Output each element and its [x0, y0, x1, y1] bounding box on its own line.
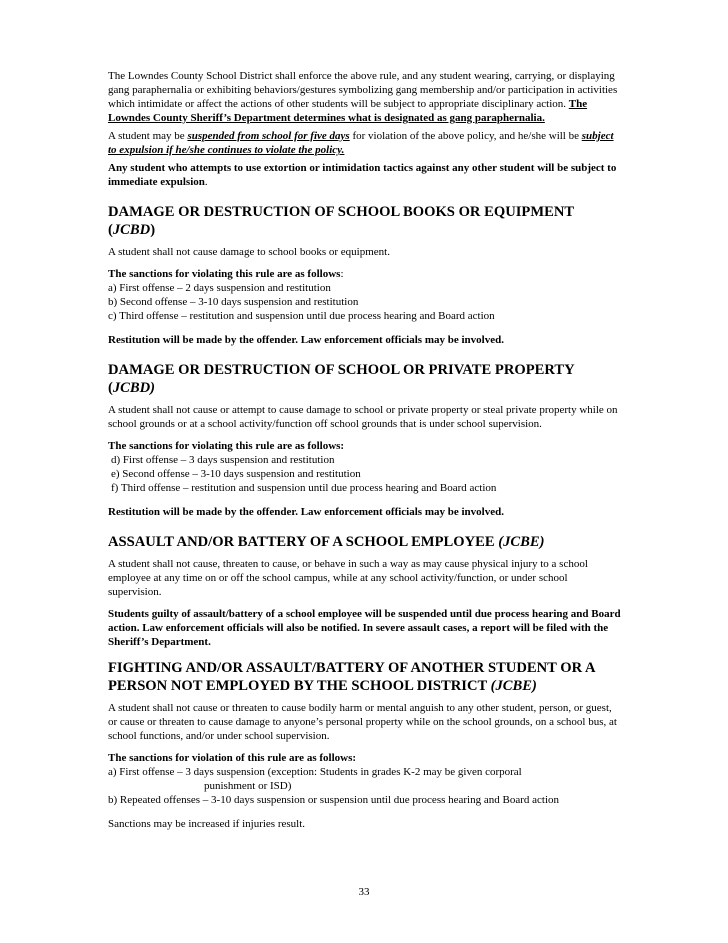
policy-code: JCBD	[112, 222, 151, 238]
sanctions-label-books	[108, 267, 623, 281]
policy-code: (JCBE)	[490, 678, 537, 694]
rule-text-books: A student shall not cause damage to school books or equipment.	[108, 246, 390, 258]
page-number: 33	[358, 886, 370, 898]
offense-list-books	[108, 281, 623, 323]
sanctions-label-text: The sanctions for violating this rule are as follows:	[108, 440, 345, 452]
sheriff-determination-text: The Lowndes County Sheriff’s Department determines what is designated as gang paraphernalia.	[108, 98, 588, 124]
section-heading-employee-assault	[108, 533, 623, 551]
sanctions-label-fighting	[108, 751, 623, 765]
rule-text-employee-assault: A student shall not cause, threaten to cause, or behave in such a way as may cause physical injury to a school employee at any time on or off the school campus, while at any school activity/function, or under school supervision.	[108, 558, 588, 598]
policy-code: (JCBE)	[498, 534, 545, 550]
restitution-text: Restitution will be made by the offender. Law enforcement officials may be involved.	[108, 506, 504, 518]
extortion-paragraph	[108, 161, 623, 189]
list-item: e) Second offense – 3-10 days suspension and restitution	[111, 468, 361, 480]
list-item: b) Second offense – 3-10 days suspension and restitution	[108, 296, 359, 308]
restitution-text: Restitution will be made by the offender. Law enforcement officials may be involved.	[108, 334, 504, 346]
list-item: f) Third offense – restitution and suspension until due process hearing and Board action	[111, 482, 497, 494]
sanctions-label-property	[108, 439, 623, 453]
extortion-period: .	[204, 176, 208, 188]
restitution-note-property	[108, 505, 623, 519]
heading-text: ASSAULT AND/OR BATTERY OF A SCHOOL EMPLOYEE	[108, 534, 499, 550]
suspension-paragraph	[108, 129, 623, 157]
rule-text-fighting: A student shall not cause or threaten to cause bodily harm or mental anguish to any other student, person, or guest, or cause or threaten to cause damage to anyone’s personal property while on the school grounds, on a school bus, at school functions, and/or under school supervision.	[108, 702, 617, 742]
consequence-employee-assault	[108, 607, 623, 649]
heading-line-2: PERSON NOT EMPLOYED BY THE SCHOOL DISTRICT	[108, 678, 491, 694]
suspension-text-b: for violation of the above policy, and he/she will be	[349, 130, 582, 142]
suspension-text-a: A student may be	[108, 130, 188, 142]
list-item: b) Repeated offenses – 3-10 days suspension or suspension until due process hearing and Board action	[108, 794, 560, 806]
sanctions-colon: :	[340, 268, 344, 280]
policy-code: JCBD)	[112, 380, 156, 396]
gang-policy-paragraph	[108, 69, 623, 125]
list-item-continuation: punishment or ISD)	[204, 780, 292, 792]
extortion-text: Any student who attempts to use extortion or intimidation tactics against any other student will be subject to immediate expulsion	[108, 162, 617, 188]
heading-line-1: FIGHTING AND/OR ASSAULT/BATTERY OF ANOTHER STUDENT OR A	[108, 660, 596, 676]
consequence-text: Students guilty of assault/battery of a school employee will be suspended until due process hearing and Board action. Law enforcement officials will also be notified. In severe assault cases, a report will be filed with the Sheriff’s Department.	[108, 608, 621, 648]
list-item: d) First offense – 3 days suspension and restitution	[111, 454, 335, 466]
heading-close: )	[150, 222, 156, 238]
offense-list-fighting	[108, 765, 623, 807]
section-heading-property	[108, 361, 623, 397]
sanctions-label-text: The sanctions for violation of this rule are as follows:	[108, 752, 357, 764]
list-item: c) Third offense – restitution and suspension until due process hearing and Board action	[108, 310, 495, 322]
list-item: a) First offense – 3 days suspension (exception: Students in grades K-2 may be given corporal	[108, 766, 522, 778]
heading-text: DAMAGE OR DESTRUCTION OF SCHOOL BOOKS OR EQUIPMENT (	[108, 204, 574, 238]
rule-text-property: A student shall not cause or attempt to cause damage to school or private property or steal private property while on school grounds or at a school activity/function off school grounds that is under school supervision.	[108, 404, 618, 430]
injury-note: Sanctions may be increased if injuries result.	[108, 818, 306, 830]
list-item: a) First offense – 2 days suspension and restitution	[108, 282, 331, 294]
document-page	[108, 69, 623, 831]
five-day-suspension-text: suspended from school for five days	[187, 130, 350, 142]
section-heading-books	[108, 203, 623, 239]
expulsion-warning-text: subject to expulsion if he/she continues to violate the policy.	[108, 130, 614, 156]
offense-list-property	[108, 453, 623, 495]
gang-policy-text: The Lowndes County School District shall enforce the above rule, and any student wearing, carrying, or displaying gang paraphernalia or exhibiting behaviors/gestures symbolizing gang membership and/or participation in activities which intimidate or affect the actions of other students will be subject to appropriate disciplinary action.	[108, 70, 618, 110]
heading-text: DAMAGE OR DESTRUCTION OF SCHOOL OR PRIVATE PROPERTY (	[108, 362, 575, 396]
restitution-note-books	[108, 333, 623, 347]
section-heading-fighting	[108, 659, 623, 695]
sanctions-label-text: The sanctions for violating this rule are as follows	[108, 268, 341, 280]
